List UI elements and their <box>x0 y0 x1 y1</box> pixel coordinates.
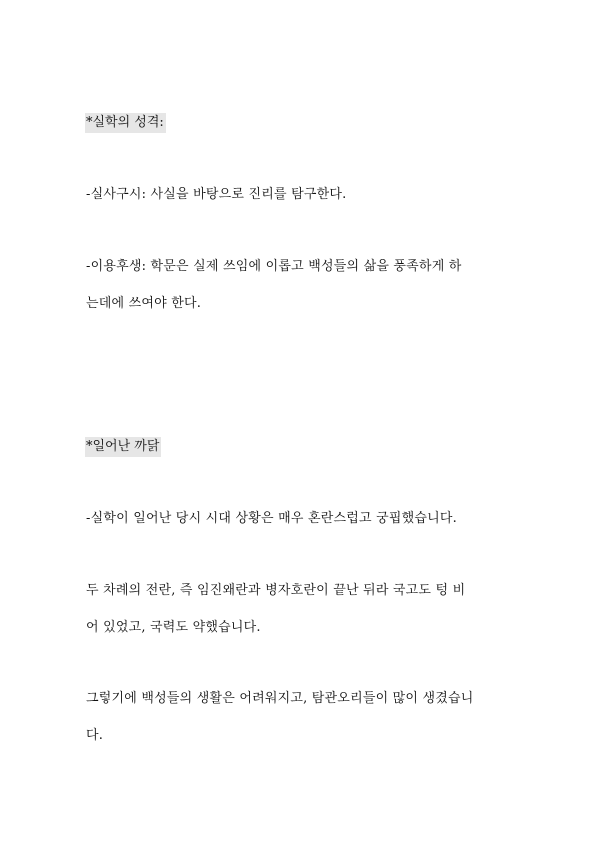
paragraph-line: -이용후생: 학문은 실제 쓰임에 이롭고 백성들의 삶을 풍족하게 하 <box>86 259 462 274</box>
section-heading-origin: *일어난 까닭 <box>85 437 161 457</box>
paragraph-line: -실학이 일어난 당시 시대 상황은 매우 혼란스럽고 궁핍했습니다. <box>86 511 457 526</box>
section-heading-nature: *실학의 성격: <box>85 113 166 133</box>
paragraph-line: 두 차례의 전란, 즉 임진왜란과 병자호란이 끝난 뒤라 국고도 텅 비 <box>86 583 466 598</box>
paragraph-line: 다. <box>86 728 104 743</box>
paragraph-line: 는데에 쓰여야 한다. <box>86 296 202 311</box>
paragraph-line: 그렇기에 백성들의 생활은 어려워지고, 탐관오리들이 많이 생겼습니 <box>86 691 474 706</box>
paragraph-wars <box>86 581 518 638</box>
paragraph-people-life <box>86 689 518 746</box>
paragraph-line: 어 있었고, 국력도 약했습니다. <box>86 620 261 635</box>
paragraph-iyong-husaeng <box>86 257 518 314</box>
paragraph-line: -실사구시: 사실을 바탕으로 진리를 탐구한다. <box>86 187 347 202</box>
paragraph-silsa-gusi <box>86 185 518 205</box>
paragraph-era-situation <box>86 509 518 529</box>
